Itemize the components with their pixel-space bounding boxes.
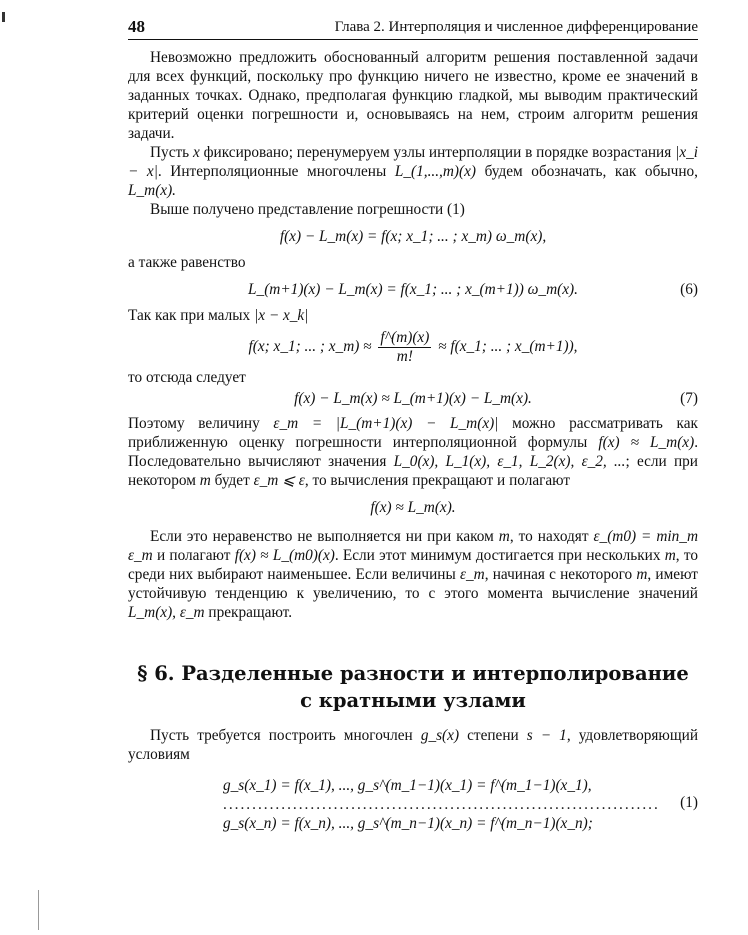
system-row-n: g_s(x_n) = f(x_n), ..., g_s^(m_n−1)(x_n) = f^(m_n−1)(x_n);	[223, 815, 593, 832]
paragraph-9: Пусть требуется построить многочлен g_s(x) степени s − 1, удовлетворяющий условиям	[128, 727, 698, 763]
math-abs-x-xk: |x − x_k|	[254, 307, 309, 324]
math-gs: g_s(x)	[420, 727, 460, 744]
math-Lm: L_m(x).	[128, 182, 177, 199]
page-body	[128, 48, 698, 836]
paragraph-1: Невозможно предложить обоснованный алгоритм решения поставленной задачи для всех функций, поскольку про функцию ничего не известно, кроме ее значений в заданных точках. Однако, предполагая функцию гладкой, мы выводим практический критерий оценки погрешности и, основываясь на нем, строим алгоритм решения задачи.	[128, 49, 698, 142]
section-heading-line-1: § 6. Разделенные разности и интерполирование	[137, 662, 689, 685]
paragraph-6: то отсюда следует	[128, 369, 246, 386]
paragraph-5: Так как при малых |x − x_k|	[128, 307, 309, 324]
equation-6: L_(m+1)(x) − L_m(x) = f(x_1; ... ; x_(m+1)) ω_m(x). (6)	[248, 281, 698, 298]
chapter-title: Глава 2. Интерполяция и численное дифференцирование	[334, 19, 698, 35]
paragraph-2: Пусть x фиксировано; перенумеруем узлы интерполяции в порядке возрастания |x_i − x|. Интерполяционные многочлены L_(1,...,m)(x) будем обозначать, как обычно, L_m(x).	[128, 144, 699, 199]
equation-error: f(x) − L_m(x) = f(x; x_1; ... ; x_m) ω_m(x),	[279, 228, 547, 245]
math-approx-m0: f(x) ≈ L_(m0)(x)	[234, 547, 335, 564]
fraction-fm-over-mfact: $\frac{f\^{}(m)(x)}{m!}$	[380, 329, 430, 365]
system-row-1: g_s(x_1) = f(x_1), ..., g_s^(m_1−1)(x_1) = f^(m_1−1)(x_1),	[223, 777, 592, 794]
math-m: m	[199, 472, 211, 489]
paragraph-4: а также равенство	[128, 254, 246, 271]
equation-final: f(x) ≈ L_m(x).	[370, 499, 456, 516]
page-number: 48	[128, 17, 145, 36]
section-heading	[128, 660, 698, 714]
math-Lm-eps: L_m(x), ε_m	[128, 604, 205, 621]
equation-6-number: (6)	[680, 281, 698, 298]
scan-mark-top-left	[2, 12, 5, 22]
math-eps-def: ε_m = |L_(m+1)(x) − L_m(x)|	[273, 415, 499, 432]
paragraph-8: Если это неравенство не выполняется ни при каком m, то находят ε_(m0) = min_m ε_m и полагают f(x) ≈ L_(m0)(x). Если этот минимум достигается при нескольких m, то среди них выбирают наименьшее. Если величины ε_m, начиная с некоторого m, имеют устойчивую тенденцию к увеличению, то с этого момента вычисление значений L_m(x), ε_m прекращают.	[128, 528, 698, 621]
header-rule	[128, 39, 698, 40]
math-x: x	[193, 144, 200, 161]
running-header	[128, 14, 698, 40]
condition-system	[128, 774, 698, 836]
paragraph-7: Поэтому величину ε_m = |L_(m+1)(x) − L_m(x)| можно рассматривать как приближенную оценку погрешности интерполяционной формулы f(x) ≈ L_m(x). Последовательно вычисляют значения L_0(x), L_1(x), ε_1, L_2(x), ε_2, ...; если при некотором m будет ε_m ⩽ ε, то вычисления прекращают и полагают	[128, 415, 699, 489]
math-L-1-m: L_(1,...,m)(x)	[394, 163, 476, 180]
equation-approx: f(x; x_1; ... ; x_m) ≈ $\frac{f\^{}(m)(x)}{m!}$ ≈ f(x_1; ... ; x_(m+1)),	[248, 329, 578, 365]
system-dots: ...........................................................................	[223, 796, 660, 813]
scan-mark-bottom-left	[38, 890, 39, 930]
section-heading-line-2: с кратными узлами	[300, 689, 526, 712]
equation-7: f(x) − L_m(x) ≈ L_(m+1)(x) − L_m(x). (7)	[294, 390, 698, 407]
math-abs-xi-x: |x_i − x|	[128, 144, 699, 180]
math-s-minus-1: s − 1	[526, 727, 567, 744]
paragraph-3: Выше получено представление погрешности (1)	[150, 201, 465, 218]
math-eps-m: ε_m	[459, 566, 485, 583]
system-number: (1)	[680, 794, 698, 811]
math-eps-cond: ε_m ⩽ ε	[253, 472, 305, 489]
math-values-list: L_0(x), L_1(x), ε_1, L_2(x), ε_2, ...	[393, 453, 626, 470]
equation-7-number: (7)	[680, 390, 698, 407]
math-eps-min: ε_(m0) = min_m ε_m	[128, 528, 698, 564]
math-approx: f(x) ≈ L_m(x)	[598, 434, 695, 451]
